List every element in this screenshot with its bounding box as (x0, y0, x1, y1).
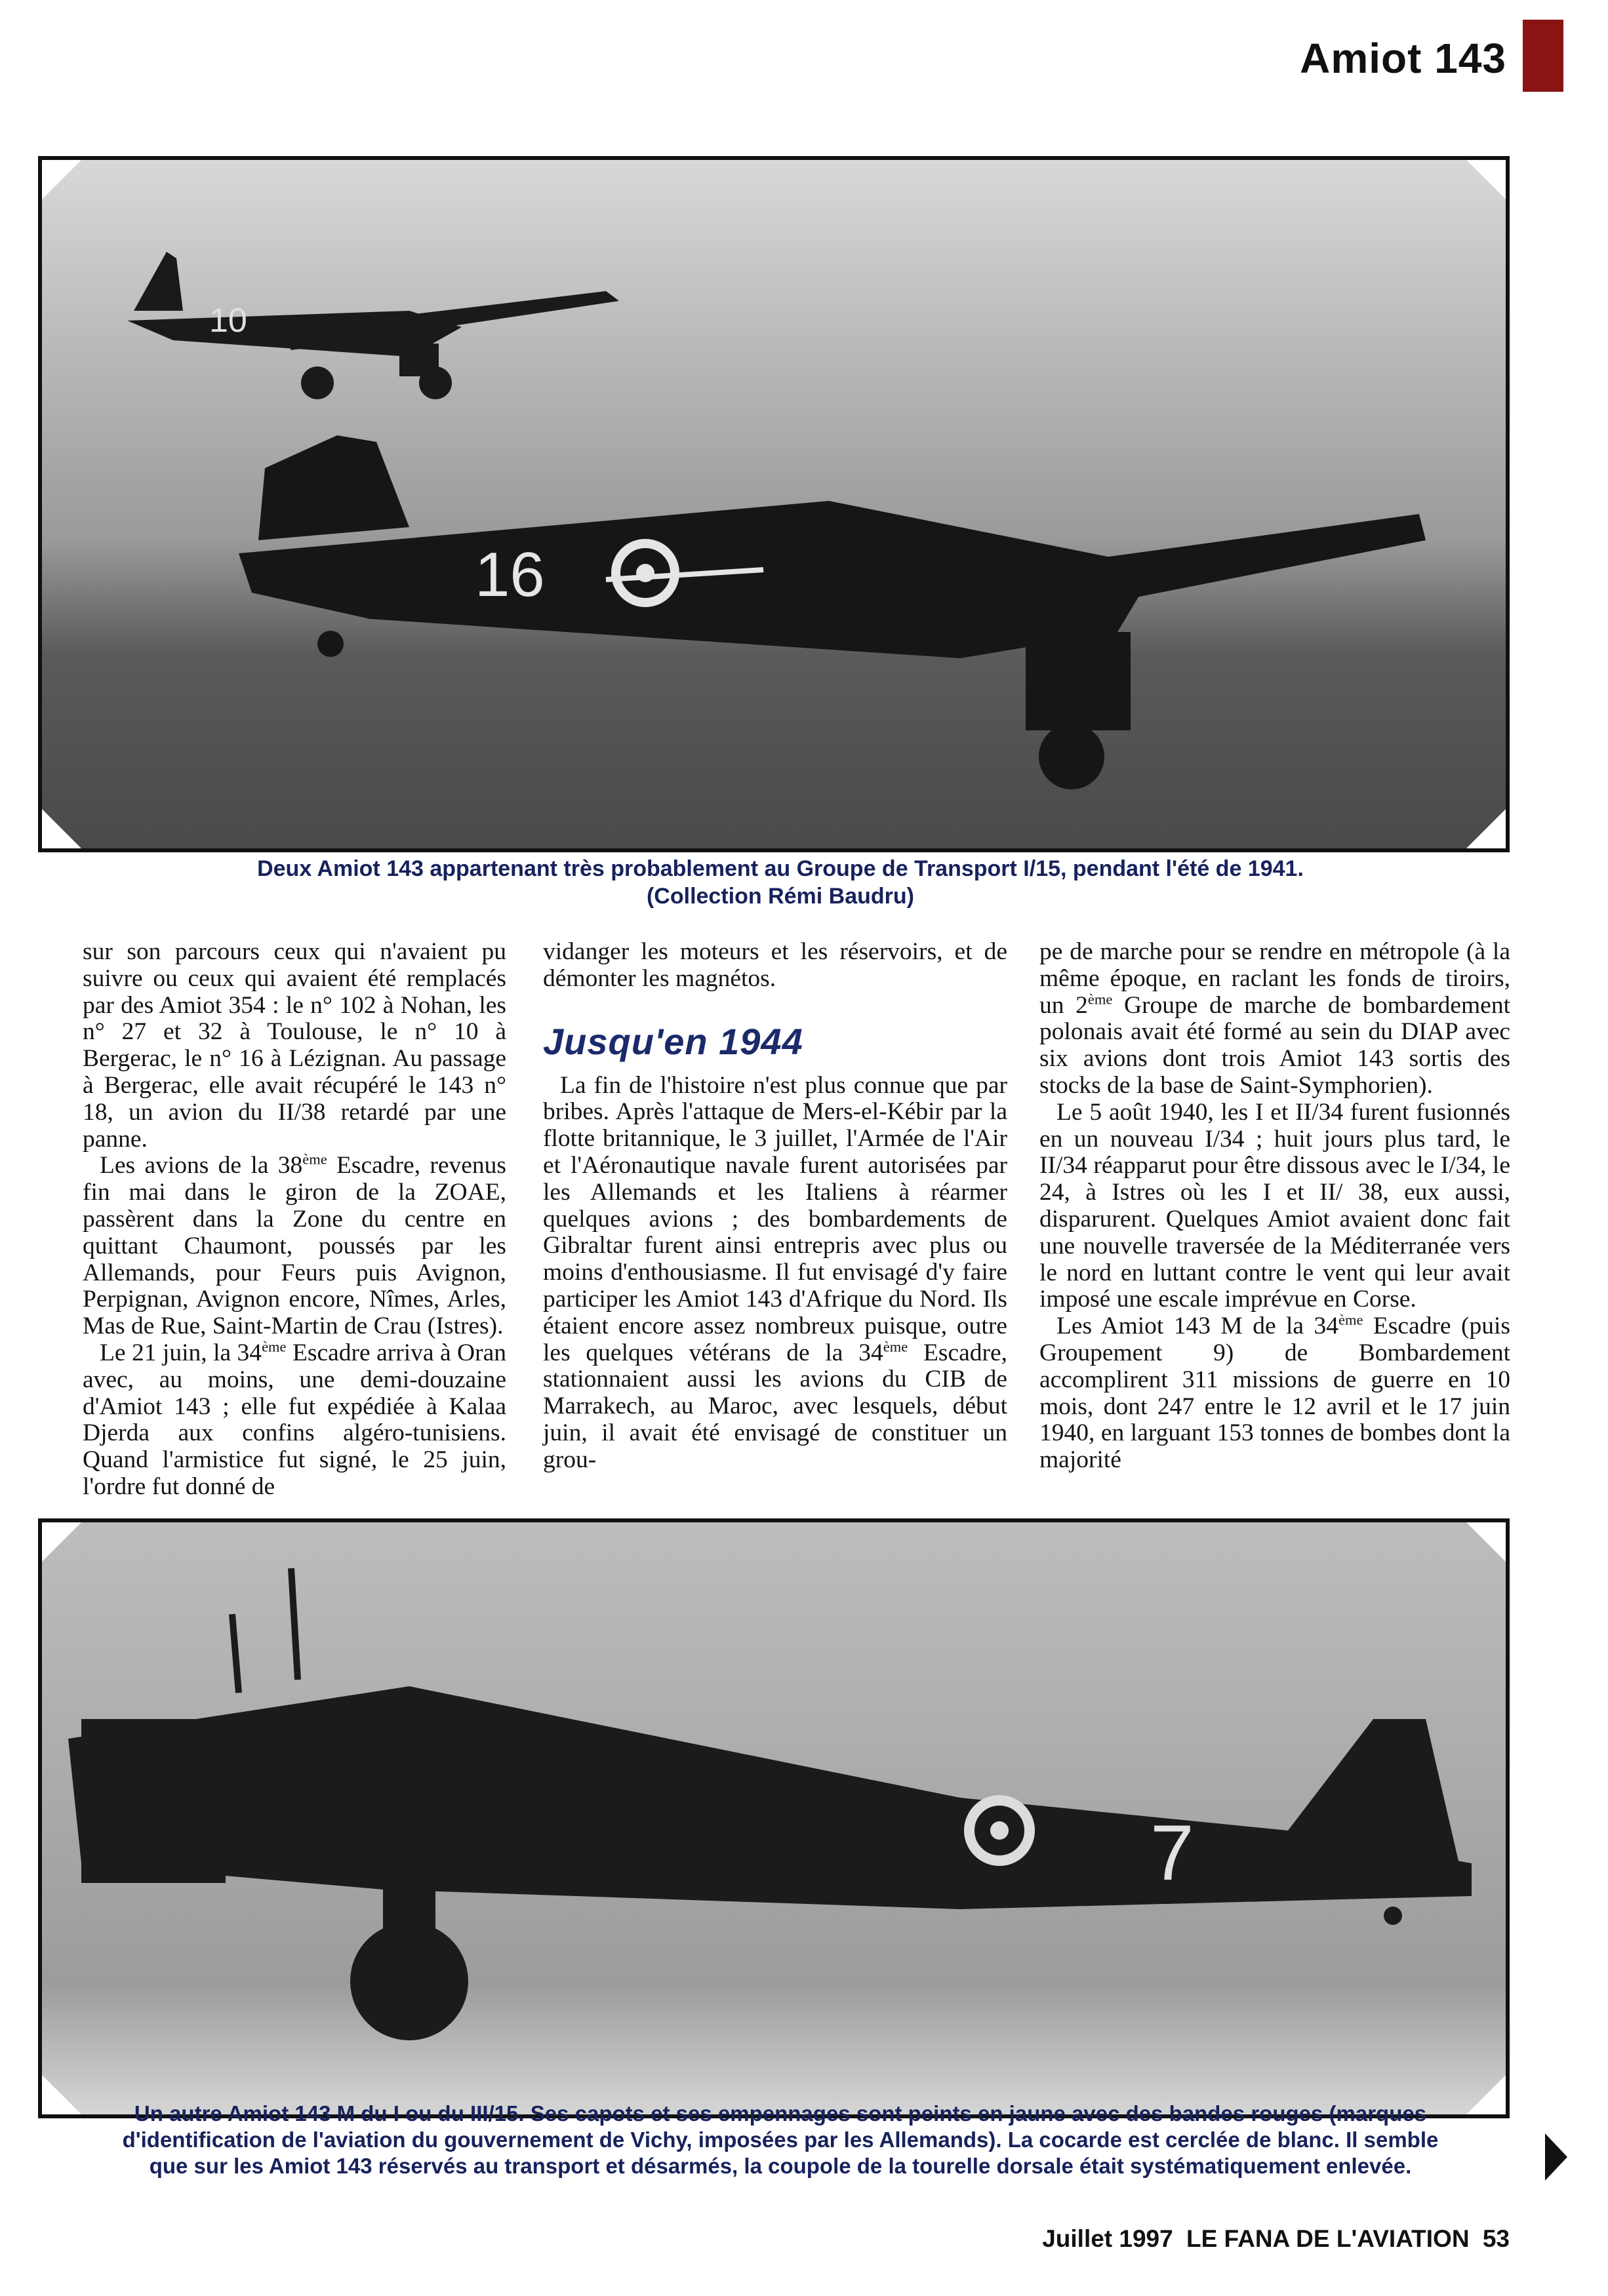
col2-intro: vidanger les moteurs et les réservoirs, et de démonter les magnétos. (543, 938, 1007, 992)
bottom-photo (38, 1518, 1510, 2118)
page-header-title: Amiot 143 (1300, 35, 1506, 82)
ordinal-suffix: ème (262, 1338, 287, 1355)
article-column-3 (1039, 939, 1510, 1474)
ordinal-suffix: ème (1338, 1311, 1363, 1328)
bottom-caption-line1: Un autre Amiot 143 M du I ou du III/15. Ses capots et ses empennages sont peints en jaune avec des bandes rouges (marques (134, 2101, 1427, 2126)
ordinal-suffix: ème (302, 1151, 327, 1168)
top-caption-line2: (Collection Rémi Baudru) (646, 884, 915, 909)
col1-paragraph-3: Le 21 juin, la 34ème Escadre arriva à Oran avec, au moins, une demi-douzaine d'Amiot 143 ; elle fut expédiée à Kalaa Djerda aux confins algéro-tunisiens. Quand l'armistice fut signé, le 25 juin, l'ordre fut donné de (83, 1338, 506, 1500)
bottom-photo-caption (59, 2101, 1502, 2179)
right-arrow-icon (1545, 2133, 1567, 2181)
page-footer (1035, 2225, 1510, 2253)
bottom-caption-line3: que sur les Amiot 143 réservés au transport et désarmés, la coupole de la tourelle dorsale était systématiquement enlevée. (149, 2154, 1412, 2178)
section-heading: Jusqu'en 1944 (543, 1020, 803, 1062)
col3-paragraph-3: Les Amiot 143 M de la 34ème Escadre (puis Groupement 9) de Bombardement accomplirent 311 missions de guerre en 10 mois, dont 247 entre le 12 avril et le 17 juin 1940, en larguant 153 tonnes de bombes dont la majorité (1039, 1311, 1510, 1474)
top-photo-caption (79, 855, 1482, 910)
article-column-1 (83, 939, 506, 1501)
col1-paragraph-2: Les avions de la 38ème Escadre, revenus fin mai dans le giron de la ZOAE, passèrent dans la Zone du centre en quittant Chaumont, poussés par les Allemands, pour Feurs puis Avignon, Perpignan, Avignon encore, Nîmes, Arles, Mas de Rue, Saint-Martin de Crau (Istres). (83, 1151, 506, 1340)
ordinal-suffix: ème (1087, 991, 1113, 1008)
article-column-2 (543, 939, 1007, 1474)
col1-paragraph-1: sur son parcours ceux qui n'avaient pu suivre ou ceux qui avaient été remplacés par des Amiot 354 : le n° 102 à Nohan, les n° 27 et 32 à Toulouse, le n° 10 à Bergerac, le n° 16 à Lézignan. Au passage à Bergerac, elle avait récupéré le 143 n° 18, un avion du II/38 retardé par une panne. (83, 938, 506, 1153)
top-caption-line1: Deux Amiot 143 appartenant très probablement au Groupe de Transport I/15, pendant l'été de 1941. (257, 856, 1304, 881)
footer-issue: Juillet 1997 (1042, 2225, 1173, 2252)
bottom-plane-marking: 7 (1150, 1809, 1194, 1897)
footer-magazine: LE FANA DE L'AVIATION (1186, 2225, 1470, 2252)
col3-paragraph-2: Le 5 août 1940, les I et II/34 furent fusionnés en un nouveau I/34 ; huit jours plus tard, le II/34 réapparut pour être dissous avec le I/34, le 24, à Istres où les I et II/ 38, eux aussi, disparurent. Quelques Amiot avaient donc fait une nouvelle traversée de la Méditerranée vers le nord en luttant contre le vent qui leur avait imposé une escale imprévue en Corse. (1039, 1098, 1510, 1313)
col3-paragraph-1: pe de marche pour se rendre en métropole (à la même époque, en raclant les fonds de tiroirs, un 2ème Groupe de marche de bombardement polonais avait été formé au sein du DIAP avec six avions dont trois Amiot 143 sortis des stocks de la base de Saint-Symphorien). (1039, 938, 1510, 1099)
front-plane-marking: 16 (475, 540, 545, 610)
col2-paragraph: La fin de l'histoire n'est plus connue que par bribes. Après l'attaque de Mers-el-Kébir par la flotte britannique, le 3 juillet, l'Armée de l'Air et l'Aéronautique navale furent autorisées par les Allemands et les Italiens à réarmer quelques avions ; des bombardements de Gibraltar furent ainsi entrepris avec plus ou moins d'enthousiasme. Il fut envisagé d'y faire participer les Amiot 143 d'Afrique du Nord. Ils étaient encore assez nombreux puisque, outre les quelques vétérans de la 34ème Escadre, stationnaient aussi les avions du CIB de Marrakech, au Maroc, avec lesquels, début juin, il avait été envisagé de constituer un grou- (543, 1071, 1008, 1473)
rear-plane-marking: 10 (209, 302, 247, 340)
page-number: 53 (1482, 2225, 1510, 2252)
ordinal-suffix: ème (883, 1338, 908, 1355)
bottom-caption-line2: d'identification de l'aviation du gouvernement de Vichy, imposées par les Allemands). La cocarde est cerclée de blanc. Il semble (122, 2128, 1439, 2152)
header-color-bar (1523, 20, 1563, 92)
top-photo (38, 156, 1510, 852)
